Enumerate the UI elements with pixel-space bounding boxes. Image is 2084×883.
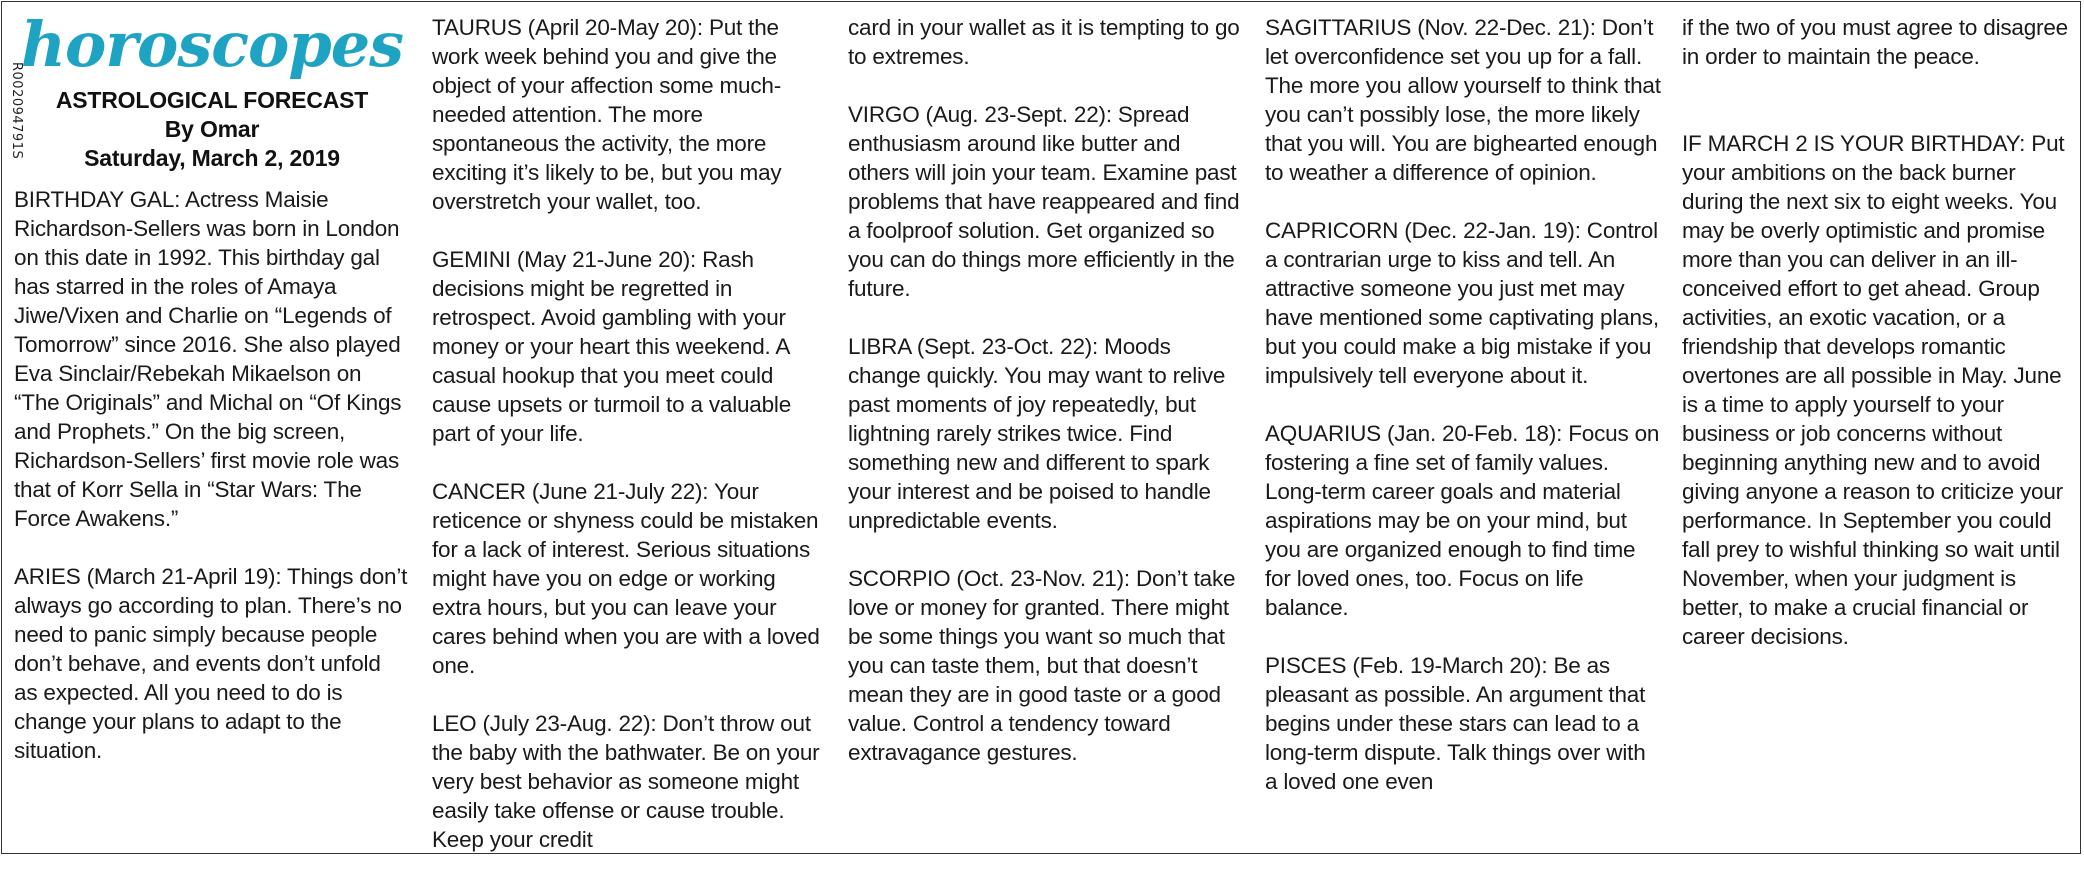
- capricorn-paragraph: CAPRICORN (Dec. 22-Jan. 19): Control a contrarian urge to kiss and tell. An attractive someone you just met may have mentioned some captivating plans, but you could make a big mistake if you impulsively tell everyone about it.: [1265, 218, 1659, 388]
- column-5: [1682, 13, 2078, 680]
- column-4: [1265, 13, 1661, 825]
- leo-paragraph: LEO (July 23-Aug. 22): Don’t throw out the baby with the bathwater. Be on your very best behavior as someone might easily take offense or cause trouble. Keep your credit: [432, 711, 820, 852]
- virgo-paragraph: VIRGO (Aug. 23-Sept. 22): Spread enthusiasm around like butter and others will join your team. Examine past problems that have reappeared and find a foolproof solution. Get organized so you can do things more efficiently in the future.: [848, 102, 1240, 301]
- masthead-byline: By Omar: [164, 116, 260, 142]
- aquarius-paragraph: AQUARIUS (Jan. 20-Feb. 18): Focus on fostering a fine set of family values. Long-term career goals and material aspirations may be on your mind, but you are organized enough to find time for loved ones, too. Focus on life balance.: [1265, 421, 1660, 620]
- libra-paragraph: LIBRA (Sept. 23-Oct. 22): Moods change quickly. You may want to relive past moments of joy repeatedly, but lightning rarely strikes twice. Find something new and different to spark your interest and be poised to handle unpredictable events.: [848, 334, 1226, 533]
- side-code: R002094791S: [9, 62, 24, 160]
- aries-paragraph: ARIES (March 21-April 19): Things don’t always go according to plan. There’s no need to panic simply because people don’t behave, and events don’t unfold as expected. All you need to do is change your plans to adapt to the situation.: [14, 564, 408, 763]
- column-2: [432, 13, 828, 883]
- pisces-paragraph: PISCES (Feb. 19-March 20): Be as pleasant as possible. An argument that begins under these stars can lead to a long-term dispute. Talk things over with a loved one even: [1265, 653, 1646, 794]
- column-3: [848, 13, 1244, 796]
- gemini-paragraph: GEMINI (May 21-June 20): Rash decisions might be regretted in retrospect. Avoid gambling with your money or your heart this weekend. A casual hookup that you meet could cause upsets or turmoil to a valuable part of your life.: [432, 247, 792, 446]
- cancer-paragraph: CANCER (June 21-July 22): Your reticence or shyness could be mistaken for a lack of interest. Serious situations might have you on edge or working extra hours, but you can leave your cares behind when you are with a loved one.: [432, 479, 820, 678]
- masthead-subhead: [14, 86, 410, 173]
- taurus-paragraph: TAURUS (April 20-May 20): Put the work week behind you and give the object of your affection some much-needed attention. The more spontaneous the activity, the more exciting it’s likely to be, but you may overstretch your wallet, too.: [432, 15, 782, 214]
- masthead-subtitle: ASTROLOGICAL FORECAST: [55, 87, 369, 113]
- sagittarius-paragraph: SAGITTARIUS (Nov. 22-Dec. 21): Don’t let overconfidence set you up for a fall. The more you allow yourself to think that you can’t possibly lose, the more likely that you will. You are bighearted enough to weather a difference of opinion.: [1265, 15, 1661, 185]
- leo-paragraph-continued: card in your wallet as it is tempting to go to extremes.: [848, 15, 1240, 69]
- pisces-paragraph-continued: if the two of you must agree to disagree in order to maintain the peace.: [1682, 15, 2068, 69]
- horoscope-column-frame: [1, 1, 2081, 854]
- page-title: horoscopes: [20, 8, 404, 81]
- column-1: [14, 10, 410, 794]
- birthday-gal-paragraph: BIRTHDAY GAL: Actress Maisie Richardson-Sellers was born in London on this date in 1992. This birthday gal has starred in the roles of Amaya Jiwe/Vixen and Charlie on “Legends of Tomorrow” since 2016. She also played Eva Sinclair/Rebekah Mikaelson on “The Originals” and Michal on “Of Kings and Prophets.” On the big screen, Richardson-Sellers’ first movie role was that of Korr Sella in “Star Wars: The Force Awakens.”: [14, 187, 402, 531]
- birthday-forecast-paragraph: IF MARCH 2 IS YOUR BIRTHDAY: Put your ambitions on the back burner during the next six to eight weeks. You may be overly optimistic and promise more than you can deliver in an ill-conceived effort to get ahead. Group activities, an exotic vacation, or a friendship that develops romantic overtones are all possible in May. June is a time to apply yourself to your business or job concerns without beginning anything new and to avoid giving anyone a reason to criticize your performance. In September you could fall prey to wishful thinking so wait until November, when your judgment is better, to make a crucial financial or career decisions.: [1682, 131, 2065, 649]
- scorpio-paragraph: SCORPIO (Oct. 23-Nov. 21): Don’t take love or money for granted. There might be some things you want so much that you can taste them, but that doesn’t mean they are in good taste or a good value. Control a tendency toward extravagance gestures.: [848, 566, 1236, 765]
- masthead-date: Saturday, March 2, 2019: [84, 145, 340, 171]
